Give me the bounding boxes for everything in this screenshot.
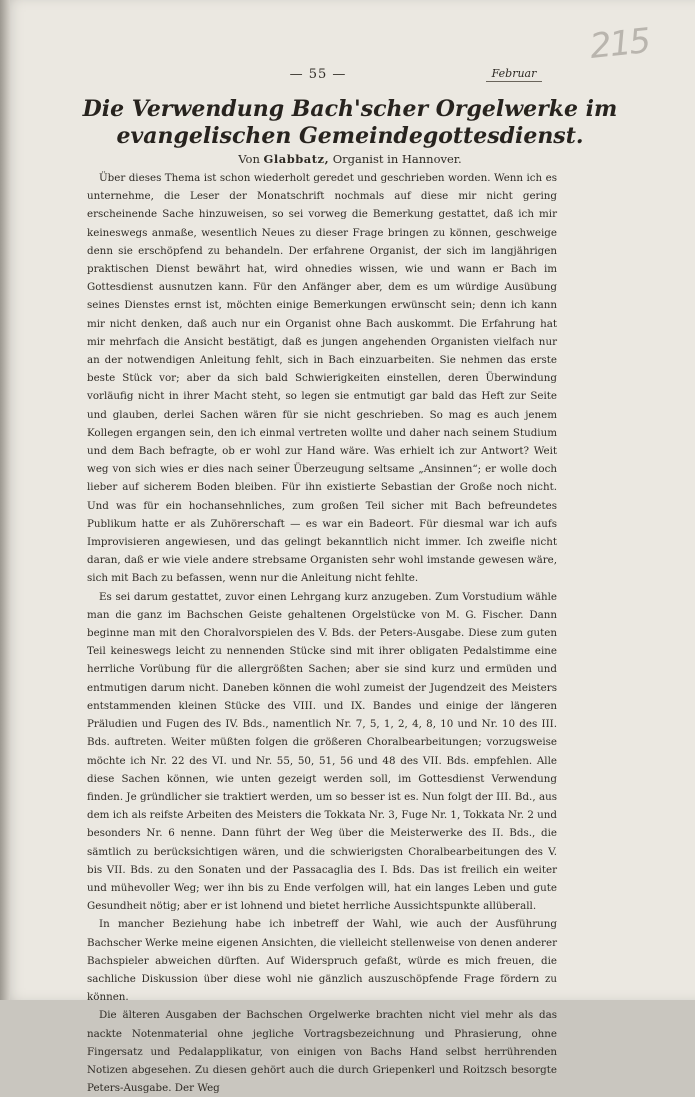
handwritten-page-number: 215 [588,21,651,67]
article-body [87,169,557,1097]
paragraph-1: Über dieses Thema ist schon wiederholt geredet und geschrieben worden. Wenn ich es unternehme, die Leser der Monatschrift nochmals auf diese mir nicht gering erscheinende Sache hinzuweisen, so sei vorweg die Bemerkung gestattet, daß ich mir keineswegs anmaße, wesentlich Neues zu dieser Frage bringen zu können, geschweige denn sie erschöpfend zu behandeln. Der erfahrene Organist, der sich im langjährigen praktischen Dienst bewährt hat, wird ohnedies wissen, wie und wann er Bach im Gottesdienst ausnutzen kann. Für den Anfänger aber, dem es um würdige Ausübung seines Dienstes ernst ist, möchten einige Bemerkungen erwünscht sein; denn ich kann mir nicht denken, daß auch nur ein Organist ohne Bach auskommt. Die Erfahrung hat mir mehrfach die Ansicht bestätigt, daß es jungen angehenden Organisten vielfach nur an der notwendigen Anleitung fehlt, sich in Bach einzuarbeiten. Sie nehmen das erste beste Stück vor; aber da sich bald Schwierigkeiten einstellen, deren Überwindung vorläufig nicht in ihrer Macht steht, so legen sie entmutigt gar bald das Heft zur Seite und glauben, derlei Sachen wären für sie nicht geschrieben. So mag es auch jenem Kollegen ergangen sein, den ich einmal vertreten wollte und daher nach seinem Studium und dem Bach befragte, ob er wohl zur Hand wäre. Was erhielt ich zur Antwort? Weit weg von sich wies er dies nach seiner Überzeugung seltsame „Ansinnen“; er wolle doch lieber auf sicherem Boden bleiben. Für ihn existierte Sebastian der Große noch nicht. Und was für ein hochansehnliches, zum großen Teil sicher mit Bach befreundetes Publikum hatte er als Zuhörerschaft — es war ein Badeort. Für diesmal war ich aufs Improvisieren angewiesen, und das gelingt bekanntlich nicht immer. Ich zweifle nicht daran, daß er wie viele andere strebsame Organisten sehr wohl imstande gewesen wäre, sich mit Bach zu befassen, wenn nur die Anleitung nicht fehlte. [87,172,557,585]
page-number: — 55 — [289,67,347,82]
author-name: Glabbatz, [263,152,330,166]
paragraph-3: In mancher Beziehung habe ich inbetreff der Wahl, wie auch der Ausführung Bachscher Werke meine eigenen Ansichten, die vielleicht stellenweise von denen anderer Bachspieler abweichen dürften. Auf Widerspruch gefaßt, würde es mich freuen, die sachliche Diskussion über diese wohl nie gänzlich auszuschöpfende Frage fördern zu können. [87,918,557,1004]
article-title [80,96,620,150]
month-label: Februar [486,67,542,82]
page-binding-shadow [0,0,10,1000]
article-title-line-1: Die Verwendung Bach'scher Orgelwerke im [82,96,618,122]
paragraph-4: Die älteren Ausgaben der Bachschen Orgelwerke brachten nicht viel mehr als das nackte Notenmaterial ohne jegliche Vortragsbezeichnung und Phrasierung, ohne Fingersatz und Pedalapplikatur, von einigen von Bachs Hand selbst herrührenden Notizen abgesehen. Zu diesen gehört auch die durch Griepenkerl und Roitzsch besorgte Peters-Ausgabe. Der Weg [87,1009,557,1095]
byline-prefix: Von [238,152,260,166]
author-role: Organist in Hannover. [332,152,462,166]
paragraph-2: Es sei darum gestattet, zuvor einen Lehrgang kurz anzugeben. Zum Vorstudium wähle man die ganz im Bachschen Geiste gehaltenen Orgelstücke von M. G. Fischer. Dann beginne man mit den Choralvorspielen des V. Bds. der Peters-Ausgabe. Diese zum guten Teil keineswegs leicht zu nennenden Stücke sind mit ihrer obligaten Pedalstimme eine herrliche Vorübung für die allergrößten Sachen; aber sie sind kurz und ermüden und entmutigen darum nicht. Daneben können die wohl zumeist der Jugendzeit des Meisters entstammenden kleinen Stücke des VIII. und IX. Bandes und einige der längeren Präludien und Fugen des IV. Bds., namentlich Nr. 7, 5, 1, 2, 4, 8, 10 und Nr. 10 des III. Bds. auftreten. Weiter müßten folgen die größeren Choralbearbeitungen; vorzugsweise möchte ich Nr. 22 des VI. und Nr. 55, 50, 51, 56 und 48 des VII. Bds. empfehlen. Alle diese Sachen können, wie unten gezeigt werden soll, im Gottesdienst Verwendung finden. Je gründlicher sie traktiert werden, um so besser ist es. Nun folgt der III. Bd., aus dem ich als reifste Arbeiten des Meisters die Tokkata Nr. 3, Fuge Nr. 1, Tokkata Nr. 2 und besonders Nr. 6 nenne. Dann führt der Weg über die Meisterwerke des II. Bds., die sämtlich zu berücksichtigen wären, und die schwierigsten Choralbearbeitungen des V. bis VII. Bds. zu den Sonaten und der Passacaglia des I. Bds. Das ist freilich ein weiter und mühevoller Weg; wer ihn bis zu Ende verfolgen will, hat ein langes Leben und gute Gesundheit nötig; aber er ist lohnend und bietet herrliche Aussichtspunkte allüberall. [87,590,557,913]
article-title-line-2: evangelischen Gemeindegottesdienst. [116,123,584,149]
article-byline [80,152,620,166]
